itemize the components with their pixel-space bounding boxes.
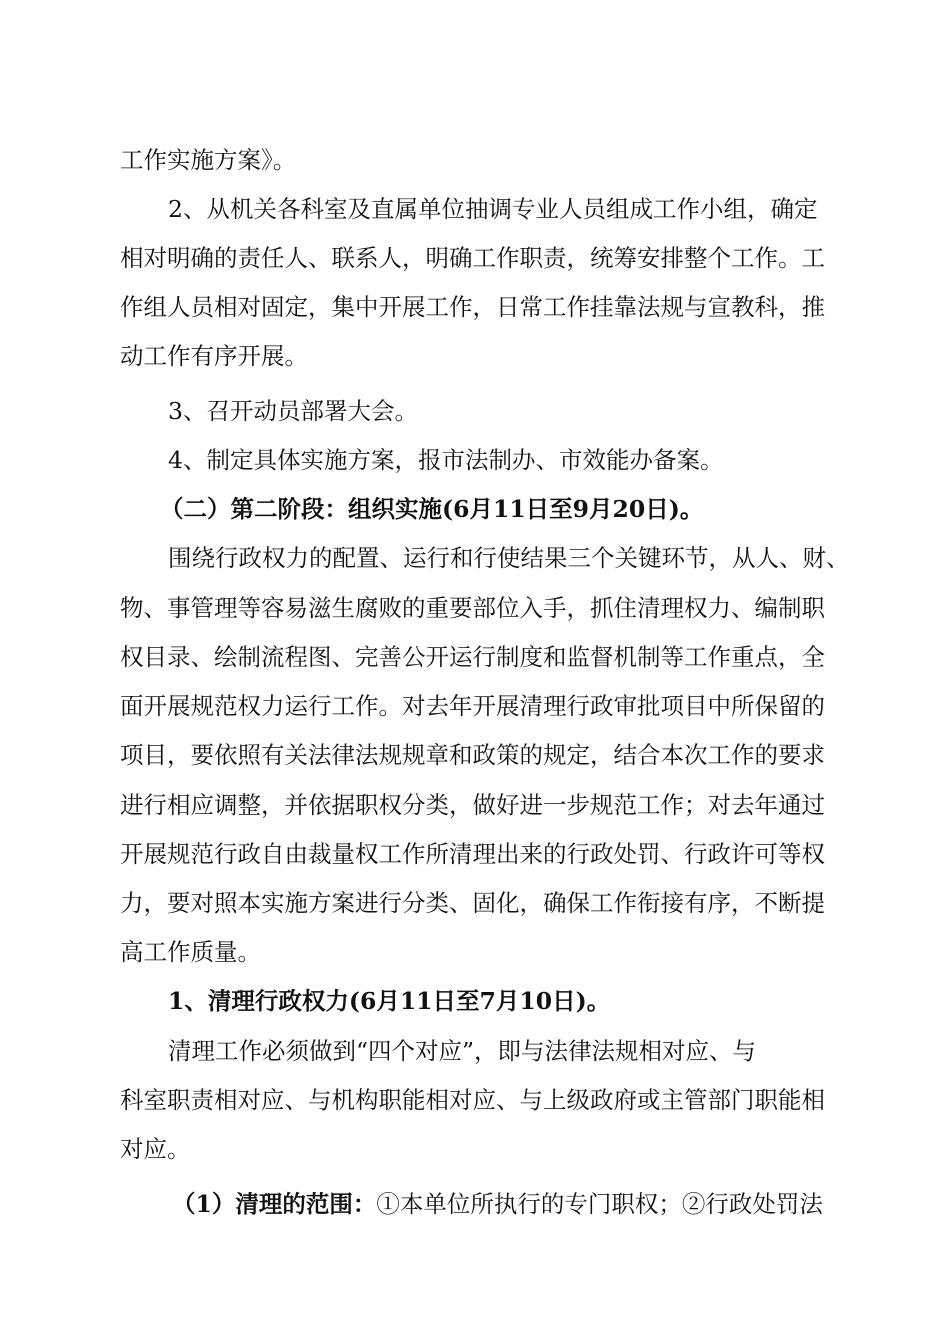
- paragraph-line: 2、从机关各科室及直属单位抽调专业人员组成工作小组，确定: [168, 195, 818, 223]
- paragraph-line: 高工作质量。: [120, 938, 261, 966]
- paragraph-line: 物、事管理等容易滋生腐败的重要部位入手，抓住清理权力、编制职: [120, 594, 825, 622]
- paragraph-line: [0, 1189, 950, 1219]
- paragraph-line: 相对明确的责任人、联系人，明确工作职责，统筹安排整个工作。工: [120, 244, 825, 272]
- item-label: （1）清理的范围：: [172, 1190, 377, 1218]
- paragraph-line: 项目，要依照有关法律法规规章和政策的规定，结合本次工作的要求: [120, 741, 825, 769]
- paragraph-line: 科室职责相对应、与机构职能相对应、与上级政府或主管部门职能相: [120, 1086, 825, 1114]
- paragraph-line: 开展规范行政自由裁量权工作所清理出来的行政处罚、行政许可等权: [120, 840, 825, 868]
- paragraph-line: 3、召开动员部署大会。: [168, 397, 418, 425]
- paragraph-line: 清理工作必须做到“四个对应”，即与法律法规相对应、与: [168, 1037, 757, 1065]
- paragraph-line: 4、制定具体实施方案，报市法制办、市效能办备案。: [168, 446, 724, 474]
- subsection-heading: 1、清理行政权力(6月11日至7月10日)。: [168, 987, 611, 1015]
- item-text: ①本单位所执行的专门职权；②行政处罚法: [376, 1190, 823, 1218]
- paragraph-line: 动工作有序开展。: [120, 342, 308, 370]
- paragraph-line: 进行相应调整，并依据职权分类，做好进一步规范工作；对去年通过: [120, 791, 825, 819]
- paragraph-line: 工作实施方案》。: [120, 146, 297, 174]
- paragraph-line: 围绕行政权力的配置、运行和行使结果三个关键环节，从人、财、: [168, 544, 850, 572]
- paragraph-line: 权目录、绘制流程图、完善公开运行制度和监督机制等工作重点，全: [120, 643, 825, 671]
- section-heading: （二）第二阶段：组织实施(6月11日至9月20日)。: [160, 495, 704, 523]
- paragraph-line: 对应。: [120, 1135, 191, 1163]
- paragraph-line: 力，要对照本实施方案进行分类、固化，确保工作衔接有序，不断提: [120, 889, 825, 917]
- paragraph-line: 作组人员相对固定，集中开展工作，日常工作挂靠法规与宣教科，推: [120, 293, 825, 321]
- paragraph-line: 面开展规范权力运行工作。对去年开展清理行政审批项目中所保留的: [120, 692, 825, 720]
